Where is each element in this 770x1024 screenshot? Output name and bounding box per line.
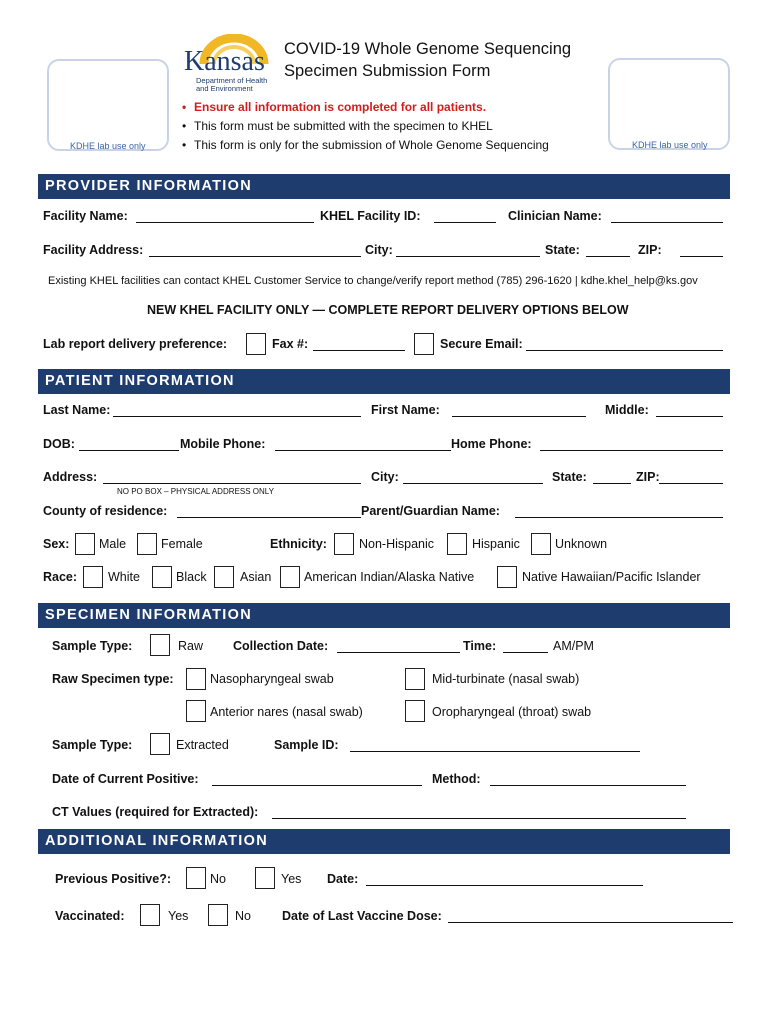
vaccinated-label: Vaccinated:	[55, 909, 125, 923]
mid-turbinate-label: Mid-turbinate (nasal swab)	[432, 672, 580, 686]
facility-name-field[interactable]	[136, 222, 314, 223]
kansas-logo	[184, 34, 280, 94]
kdhe-lab-box-right	[608, 58, 730, 150]
vaccinated-no-label: No	[235, 909, 251, 923]
facility-name-label: Facility Name:	[43, 209, 128, 223]
race-american-indian-label: American Indian/Alaska Native	[304, 570, 475, 584]
patient-city-label: City:	[371, 470, 399, 484]
first-name-label: First Name:	[371, 403, 440, 417]
previous-positive-date-label: Date:	[327, 872, 359, 886]
fax-field[interactable]	[313, 350, 405, 351]
previous-positive-no-label: No	[210, 872, 226, 886]
vaccinated-yes-checkbox[interactable]	[140, 904, 160, 926]
sex-male-label: Male	[99, 537, 127, 551]
section-patient: PATIENT INFORMATION	[38, 369, 730, 394]
home-phone-label: Home Phone:	[451, 437, 532, 451]
sample-id-label: Sample ID:	[274, 738, 339, 752]
header-bullets	[182, 98, 549, 155]
time-label: Time:	[463, 639, 497, 653]
mobile-phone-field[interactable]	[275, 450, 451, 451]
ethnicity-nonhispanic-checkbox[interactable]	[334, 533, 354, 555]
logo-subtext-2: and Environment	[196, 84, 253, 93]
ct-values-label: CT Values (required for Extracted):	[52, 805, 259, 819]
new-facility-heading: NEW KHEL FACILITY ONLY — COMPLETE REPORT DELIVERY OPTIONS BELOW	[147, 303, 629, 317]
race-black-checkbox[interactable]	[152, 566, 172, 588]
sample-type-label: Sample Type:	[52, 639, 133, 653]
vaccinated-yes-label: Yes	[168, 909, 189, 923]
form-title-line2: Specimen Submission Form	[284, 62, 491, 80]
patient-state-label: State:	[552, 470, 587, 484]
collection-date-field[interactable]	[337, 652, 460, 653]
dob-field[interactable]	[79, 450, 179, 451]
section-specimen: SPECIMEN INFORMATION	[38, 603, 730, 628]
date-current-positive-label: Date of Current Positive:	[52, 772, 199, 786]
ampm-label: AM/PM	[553, 639, 594, 653]
form-title-line1: COVID-19 Whole Genome Sequencing	[284, 40, 572, 58]
previous-positive-no-checkbox[interactable]	[186, 867, 206, 889]
sample-type-extracted-checkbox[interactable]	[150, 733, 170, 755]
logo-subtext-1: Department of Health	[196, 76, 268, 85]
patient-zip-label: ZIP:	[636, 470, 660, 484]
middle-label: Middle:	[605, 403, 649, 417]
county-label: County of residence:	[43, 504, 168, 518]
khel-facility-id-label: KHEL Facility ID:	[320, 209, 421, 223]
method-field[interactable]	[490, 785, 686, 786]
middle-field[interactable]	[656, 416, 723, 417]
bullet-item: • This form is only for the submission of Whole Genome Sequencing	[182, 138, 549, 152]
race-white-checkbox[interactable]	[83, 566, 103, 588]
secure-email-field[interactable]	[526, 350, 723, 351]
ethnicity-unknown-checkbox[interactable]	[531, 533, 551, 555]
nasopharyngeal-checkbox[interactable]	[186, 668, 206, 690]
guardian-label: Parent/Guardian Name:	[361, 504, 500, 518]
provider-state-field[interactable]	[586, 256, 630, 257]
sex-female-checkbox[interactable]	[137, 533, 157, 555]
facility-address-field[interactable]	[149, 256, 361, 257]
race-asian-checkbox[interactable]	[214, 566, 234, 588]
provider-city-label: City:	[365, 243, 393, 257]
address-field[interactable]	[103, 483, 361, 484]
previous-positive-label: Previous Positive?:	[55, 872, 172, 886]
race-black-label: Black	[176, 570, 207, 584]
patient-zip-field[interactable]	[659, 483, 723, 484]
nasopharyngeal-label: Nasopharyngeal swab	[210, 672, 334, 686]
sample-type-raw-checkbox[interactable]	[150, 634, 170, 656]
ethnicity-unknown-label: Unknown	[555, 537, 608, 551]
race-native-hawaiian-label: Native Hawaiian/Pacific Islander	[522, 570, 701, 584]
kdhe-lab-caption-right: KDHE lab use only	[632, 140, 708, 150]
clinician-name-field[interactable]	[611, 222, 723, 223]
sex-female-label: Female	[161, 537, 203, 551]
address-note: NO PO BOX – PHYSICAL ADDRESS ONLY	[117, 487, 274, 496]
clinician-name-label: Clinician Name:	[508, 209, 602, 223]
sample-type-2-label: Sample Type:	[52, 738, 133, 752]
bullet-item: • This form must be submitted with the specimen to KHEL	[182, 119, 493, 133]
previous-positive-date-field[interactable]	[366, 885, 643, 886]
patient-city-field[interactable]	[403, 483, 543, 484]
section-provider: PROVIDER INFORMATION	[38, 174, 730, 199]
home-phone-field[interactable]	[540, 450, 723, 451]
fax-checkbox[interactable]	[246, 333, 266, 355]
race-label: Race:	[43, 570, 78, 584]
sex-label: Sex:	[43, 537, 70, 551]
raw-specimen-type-label: Raw Specimen type:	[52, 672, 174, 686]
secure-email-checkbox[interactable]	[414, 333, 434, 355]
ethnicity-hispanic-label: Hispanic	[472, 537, 520, 551]
sample-type-extracted-label: Extracted	[176, 738, 229, 752]
method-label: Method:	[432, 772, 481, 786]
provider-city-field[interactable]	[396, 256, 540, 257]
last-vaccine-dose-label: Date of Last Vaccine Dose:	[282, 909, 442, 923]
anterior-nares-label: Anterior nares (nasal swab)	[210, 705, 363, 719]
guardian-field[interactable]	[515, 517, 723, 518]
section-additional: ADDITIONAL INFORMATION	[38, 829, 730, 854]
oropharyngeal-checkbox[interactable]	[405, 700, 425, 722]
facility-address-label: Facility Address:	[43, 243, 144, 257]
secure-email-label: Secure Email:	[440, 337, 523, 351]
previous-positive-yes-label: Yes	[281, 872, 302, 886]
last-vaccine-dose-field[interactable]	[448, 922, 733, 923]
county-field[interactable]	[177, 517, 361, 518]
mobile-phone-label: Mobile Phone:	[180, 437, 266, 451]
ct-values-field[interactable]	[272, 818, 686, 819]
race-white-label: White	[108, 570, 140, 584]
kdhe-lab-caption-left: KDHE lab use only	[70, 141, 146, 151]
existing-facility-note: Existing KHEL facilities can contact KHEL Customer Service to change/verify report method (785) 296-1620 | kdhe.khel_help@ks.gov	[48, 275, 698, 287]
sex-male-checkbox[interactable]	[75, 533, 95, 555]
race-native-hawaiian-checkbox[interactable]	[497, 566, 517, 588]
anterior-nares-checkbox[interactable]	[186, 700, 206, 722]
bullet-item: • Ensure all information is completed for all patients.	[182, 100, 487, 114]
provider-state-label: State:	[545, 243, 580, 257]
vaccinated-no-checkbox[interactable]	[208, 904, 228, 926]
oropharyngeal-label: Oropharyngeal (throat) swab	[432, 705, 592, 719]
mid-turbinate-checkbox[interactable]	[405, 668, 425, 690]
patient-state-field[interactable]	[593, 483, 631, 484]
dob-label: DOB:	[43, 437, 75, 451]
ethnicity-label: Ethnicity:	[270, 537, 327, 551]
delivery-preference-label: Lab report delivery preference:	[43, 337, 228, 351]
kdhe-lab-box-left	[47, 59, 169, 151]
last-name-label: Last Name:	[43, 403, 111, 417]
fax-label: Fax #:	[272, 337, 309, 351]
ethnicity-hispanic-checkbox[interactable]	[447, 533, 467, 555]
sample-type-raw-label: Raw	[178, 639, 204, 653]
address-label: Address:	[43, 470, 98, 484]
race-american-indian-checkbox[interactable]	[280, 566, 300, 588]
ethnicity-nonhispanic-label: Non-Hispanic	[359, 537, 435, 551]
khel-facility-id-field[interactable]	[434, 222, 496, 223]
previous-positive-yes-checkbox[interactable]	[255, 867, 275, 889]
provider-zip-field[interactable]	[680, 256, 723, 257]
collection-date-label: Collection Date:	[233, 639, 329, 653]
date-current-positive-field[interactable]	[212, 785, 422, 786]
logo-wordmark: Kansas	[184, 46, 265, 77]
sample-id-field[interactable]	[350, 751, 640, 752]
last-name-field[interactable]	[113, 416, 361, 417]
provider-zip-label: ZIP:	[638, 243, 662, 257]
race-asian-label: Asian	[240, 570, 272, 584]
time-field[interactable]	[503, 652, 548, 653]
first-name-field[interactable]	[452, 416, 586, 417]
